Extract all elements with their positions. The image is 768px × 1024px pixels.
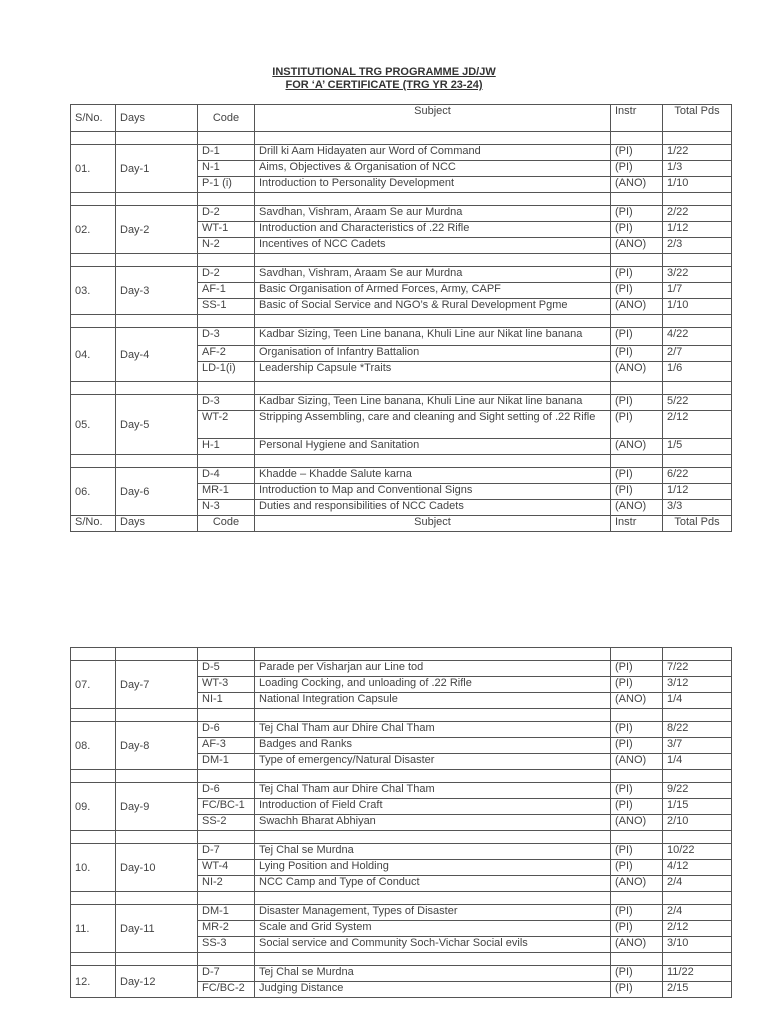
day-cell: Day-8 [116,722,198,770]
empty-cell [198,455,255,468]
empty-cell [71,315,116,328]
training-schedule-table-2 [70,647,732,998]
total-cell: 2/7 [663,346,732,362]
day-cell: Day-1 [116,145,198,193]
empty-cell [71,770,116,783]
code-cell: N-3 [198,500,255,516]
subject-cell: Loading Cocking, and unloading of .22 Rifle [255,677,611,693]
empty-cell [611,709,663,722]
empty-cell [611,193,663,206]
code-cell: D-7 [198,966,255,982]
code-cell: SS-2 [198,815,255,831]
table-header-row [71,105,732,132]
instr-cell: (ANO) [611,362,663,382]
header-subject: Subject [255,105,611,132]
sno-cell: 12. [71,966,116,998]
spacer-row [71,132,732,145]
subject-cell: Drill ki Aam Hidayaten aur Word of Command [255,145,611,161]
subject-cell: Lying Position and Holding [255,860,611,876]
code-cell: AF-3 [198,738,255,754]
instr-cell: (PI) [611,484,663,500]
code-cell: D-6 [198,783,255,799]
empty-cell [611,648,663,661]
sno-cell: 07. [71,661,116,709]
table-row [71,145,732,161]
empty-cell [116,709,198,722]
total-cell: 1/12 [663,484,732,500]
code-cell: WT-2 [198,411,255,439]
code-cell: WT-4 [198,860,255,876]
code-cell: D-3 [198,328,255,346]
instr-cell: (PI) [611,738,663,754]
empty-cell [71,455,116,468]
empty-cell [663,254,732,267]
empty-cell [198,892,255,905]
total-cell: 2/10 [663,815,732,831]
instr-cell: (PI) [611,161,663,177]
code-cell: SS-1 [198,299,255,315]
code-cell: H-1 [198,439,255,455]
empty-cell [611,315,663,328]
total-cell: 1/4 [663,693,732,709]
sno-cell: 05. [71,395,116,455]
total-cell: 2/4 [663,876,732,892]
subject-cell: Tej Chal se Murdna [255,966,611,982]
code-cell: LD-1(i) [198,362,255,382]
total-cell: 2/12 [663,921,732,937]
sno-cell: 03. [71,267,116,315]
total-cell: 2/3 [663,238,732,254]
empty-cell [198,315,255,328]
header-sno: S/No. [71,105,116,132]
spacer-row [71,831,732,844]
empty-cell [663,193,732,206]
sno-cell: 10. [71,844,116,892]
empty-cell [71,892,116,905]
instr-cell: (PI) [611,966,663,982]
sno-cell: 01. [71,145,116,193]
subject-cell: Leadership Capsule *Traits [255,362,611,382]
code-cell: D-6 [198,722,255,738]
instr-cell: (ANO) [611,299,663,315]
code-cell: MR-2 [198,921,255,937]
instr-cell: (ANO) [611,754,663,770]
day-cell: Day-7 [116,661,198,709]
code-cell: D-3 [198,395,255,411]
subject-cell: Social service and Community Soch-Vichar Social evils [255,937,611,953]
empty-cell [255,648,611,661]
spacer-row [71,315,732,328]
instr-cell: (PI) [611,222,663,238]
sno-cell: 11. [71,905,116,953]
subject-cell: Savdhan, Vishram, Araam Se aur Murdna [255,206,611,222]
code-cell: WT-3 [198,677,255,693]
empty-cell [255,382,611,395]
table-row [71,468,732,484]
total-cell: 1/6 [663,362,732,382]
table-row [71,328,732,346]
sno-cell: 02. [71,206,116,254]
footer-days: Days [116,516,198,532]
empty-cell [116,831,198,844]
instr-cell: (PI) [611,411,663,439]
subject-cell: Stripping Assembling, care and cleaning and Sight setting of .22 Rifle [255,411,611,439]
subject-cell: Kadbar Sizing, Teen Line banana, Khuli Line aur Nikat line banana [255,328,611,346]
code-cell: AF-2 [198,346,255,362]
empty-cell [198,132,255,145]
instr-cell: (ANO) [611,937,663,953]
subject-cell: Judging Distance [255,982,611,998]
spacer-row [71,254,732,267]
day-cell: Day-12 [116,966,198,998]
spacer-row [71,770,732,783]
spacer-row [71,709,732,722]
footer-sno: S/No. [71,516,116,532]
document-title-line1: INSTITUTIONAL TRG PROGRAMME JD/JW [272,66,496,78]
total-cell: 1/15 [663,799,732,815]
instr-cell: (PI) [611,783,663,799]
table-row [71,783,732,799]
empty-cell [198,709,255,722]
subject-cell: Basic Organisation of Armed Forces, Army, CAPF [255,283,611,299]
empty-cell [255,132,611,145]
instr-cell: (PI) [611,328,663,346]
instr-cell: (PI) [611,799,663,815]
subject-cell: Basic of Social Service and NGO’s & Rural Development Pgme [255,299,611,315]
total-cell: 2/12 [663,411,732,439]
table-footer-row [71,516,732,532]
subject-cell: Introduction to Personality Development [255,177,611,193]
empty-cell [611,254,663,267]
footer-total: Total Pds [663,516,732,532]
header-instr: Instr [611,105,663,132]
empty-cell [116,892,198,905]
empty-cell [611,770,663,783]
total-cell: 10/22 [663,844,732,860]
instr-cell: (PI) [611,283,663,299]
day-cell: Day-9 [116,783,198,831]
subject-cell: Introduction and Characteristics of .22 Rifle [255,222,611,238]
spacer-row [71,648,732,661]
total-cell: 1/12 [663,222,732,238]
subject-cell: Badges and Ranks [255,738,611,754]
instr-cell: (PI) [611,206,663,222]
sno-cell: 04. [71,328,116,382]
spacer-row [71,455,732,468]
day-cell: Day-2 [116,206,198,254]
code-cell: P-1 (i) [198,177,255,193]
header-days: Days [116,105,198,132]
day-cell: Day-10 [116,844,198,892]
sno-cell: 09. [71,783,116,831]
empty-cell [71,709,116,722]
code-cell: AF-1 [198,283,255,299]
empty-cell [663,455,732,468]
table-row [71,905,732,921]
code-cell: NI-1 [198,693,255,709]
code-cell: D-2 [198,206,255,222]
subject-cell: Introduction to Map and Conventional Signs [255,484,611,500]
code-cell: D-4 [198,468,255,484]
total-cell: 4/22 [663,328,732,346]
empty-cell [198,193,255,206]
empty-cell [116,770,198,783]
subject-cell: Parade per Visharjan aur Line tod [255,661,611,677]
subject-cell: Organisation of Infantry Battalion [255,346,611,362]
table-row [71,844,732,860]
instr-cell: (ANO) [611,815,663,831]
subject-cell: NCC Camp and Type of Conduct [255,876,611,892]
empty-cell [71,953,116,966]
empty-cell [663,132,732,145]
empty-cell [116,254,198,267]
code-cell: N-2 [198,238,255,254]
total-cell: 2/15 [663,982,732,998]
instr-cell: (PI) [611,722,663,738]
total-cell: 5/22 [663,395,732,411]
empty-cell [116,315,198,328]
code-cell: WT-1 [198,222,255,238]
total-cell: 3/22 [663,267,732,283]
total-cell: 1/10 [663,177,732,193]
subject-cell: Aims, Objectives & Organisation of NCC [255,161,611,177]
sno-cell: 08. [71,722,116,770]
subject-cell: Kadbar Sizing, Teen Line banana, Khuli Line aur Nikat line banana [255,395,611,411]
total-cell: 1/7 [663,283,732,299]
subject-cell: Personal Hygiene and Sanitation [255,439,611,455]
sno-cell: 06. [71,468,116,516]
instr-cell: (PI) [611,905,663,921]
empty-cell [198,648,255,661]
empty-cell [255,254,611,267]
code-cell: D-7 [198,844,255,860]
day-cell: Day-5 [116,395,198,455]
total-cell: 9/22 [663,783,732,799]
total-cell: 11/22 [663,966,732,982]
spacer-row [71,892,732,905]
total-cell: 3/10 [663,937,732,953]
document-title-line2: FOR ‘A’ CERTIFICATE (TRG YR 23-24) [285,79,483,91]
code-cell: MR-1 [198,484,255,500]
instr-cell: (PI) [611,677,663,693]
subject-cell: Savdhan, Vishram, Araam Se aur Murdna [255,267,611,283]
spacer-row [71,193,732,206]
total-cell: 1/3 [663,161,732,177]
empty-cell [611,132,663,145]
instr-cell: (ANO) [611,177,663,193]
footer-instr: Instr [611,516,663,532]
empty-cell [116,455,198,468]
total-cell: 1/10 [663,299,732,315]
empty-cell [611,892,663,905]
empty-cell [663,892,732,905]
empty-cell [255,770,611,783]
instr-cell: (PI) [611,267,663,283]
total-cell: 2/22 [663,206,732,222]
empty-cell [663,382,732,395]
code-cell: D-1 [198,145,255,161]
instr-cell: (ANO) [611,876,663,892]
empty-cell [611,455,663,468]
code-cell: SS-3 [198,937,255,953]
empty-cell [663,953,732,966]
code-cell: NI-2 [198,876,255,892]
empty-cell [663,315,732,328]
subject-cell: Incentives of NCC Cadets [255,238,611,254]
code-cell: D-5 [198,661,255,677]
day-cell: Day-4 [116,328,198,382]
empty-cell [255,953,611,966]
empty-cell [255,831,611,844]
empty-cell [198,254,255,267]
header-total: Total Pds [663,105,732,132]
empty-cell [198,770,255,783]
subject-cell: Tej Chal Tham aur Dhire Chal Tham [255,722,611,738]
empty-cell [663,709,732,722]
empty-cell [255,193,611,206]
subject-cell: Type of emergency/Natural Disaster [255,754,611,770]
subject-cell: Disaster Management, Types of Disaster [255,905,611,921]
total-cell: 7/22 [663,661,732,677]
table-row [71,267,732,283]
footer-code: Code [198,516,255,532]
total-cell: 1/5 [663,439,732,455]
instr-cell: (ANO) [611,500,663,516]
day-cell: Day-11 [116,905,198,953]
total-cell: 1/22 [663,145,732,161]
code-cell: DM-1 [198,905,255,921]
instr-cell: (PI) [611,346,663,362]
total-cell: 6/22 [663,468,732,484]
instr-cell: (PI) [611,860,663,876]
empty-cell [663,770,732,783]
empty-cell [611,831,663,844]
instr-cell: (PI) [611,395,663,411]
total-cell: 8/22 [663,722,732,738]
empty-cell [116,382,198,395]
table-row [71,395,732,411]
total-cell: 3/3 [663,500,732,516]
subject-cell: Khadde – Khadde Salute karna [255,468,611,484]
code-cell: D-2 [198,267,255,283]
total-cell: 3/12 [663,677,732,693]
code-cell: N-1 [198,161,255,177]
empty-cell [116,193,198,206]
total-cell: 1/4 [663,754,732,770]
empty-cell [116,953,198,966]
empty-cell [198,382,255,395]
empty-cell [71,382,116,395]
table-row [71,206,732,222]
spacer-row [71,382,732,395]
instr-cell: (PI) [611,468,663,484]
training-schedule-table-1 [70,104,732,532]
empty-cell [611,382,663,395]
empty-cell [71,193,116,206]
day-cell: Day-6 [116,468,198,516]
subject-cell: Tej Chal Tham aur Dhire Chal Tham [255,783,611,799]
header-code: Code [198,105,255,132]
empty-cell [663,831,732,844]
day-cell: Day-3 [116,267,198,315]
empty-cell [71,132,116,145]
code-cell: DM-1 [198,754,255,770]
total-cell: 3/7 [663,738,732,754]
footer-subject: Subject [255,516,611,532]
subject-cell: Tej Chal se Murdna [255,844,611,860]
subject-cell: Introduction of Field Craft [255,799,611,815]
instr-cell: (PI) [611,982,663,998]
empty-cell [71,831,116,844]
empty-cell [663,648,732,661]
empty-cell [611,953,663,966]
total-cell: 4/12 [663,860,732,876]
instr-cell: (PI) [611,661,663,677]
subject-cell: Scale and Grid System [255,921,611,937]
subject-cell: National Integration Capsule [255,693,611,709]
table-row [71,661,732,677]
subject-cell: Swachh Bharat Abhiyan [255,815,611,831]
empty-cell [255,892,611,905]
instr-cell: (ANO) [611,238,663,254]
empty-cell [116,648,198,661]
empty-cell [255,709,611,722]
empty-cell [255,315,611,328]
instr-cell: (ANO) [611,439,663,455]
code-cell: FC/BC-1 [198,799,255,815]
instr-cell: (PI) [611,844,663,860]
empty-cell [198,831,255,844]
code-cell: FC/BC-2 [198,982,255,998]
instr-cell: (PI) [611,921,663,937]
table-row [71,966,732,982]
empty-cell [116,132,198,145]
instr-cell: (PI) [611,145,663,161]
empty-cell [71,648,116,661]
total-cell: 2/4 [663,905,732,921]
empty-cell [71,254,116,267]
empty-cell [198,953,255,966]
empty-cell [255,455,611,468]
table-row [71,722,732,738]
subject-cell: Duties and responsibilities of NCC Cadets [255,500,611,516]
spacer-row [71,953,732,966]
instr-cell: (ANO) [611,693,663,709]
